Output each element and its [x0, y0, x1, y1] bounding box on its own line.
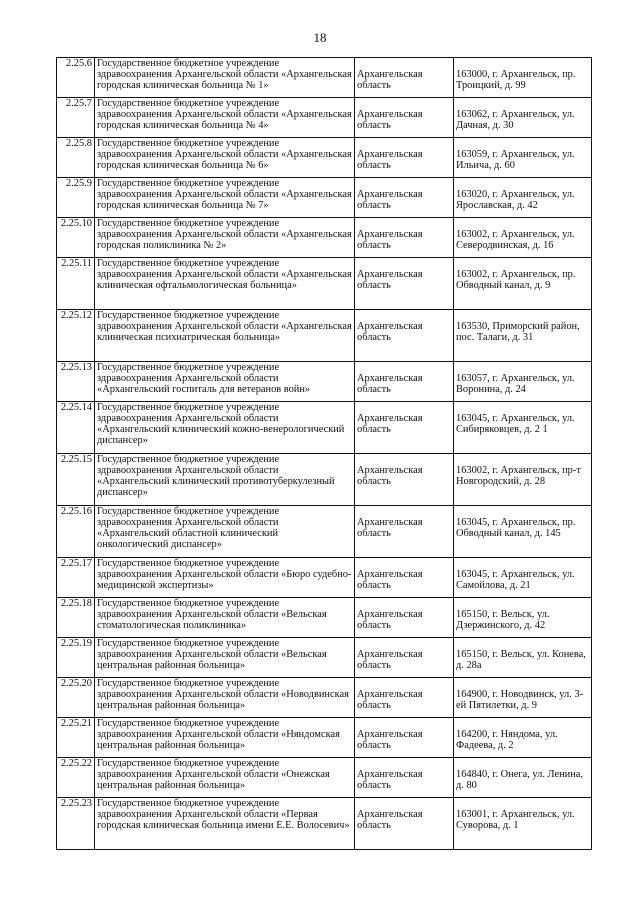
- address: 163059, г. Архангельск, ул. Ильича, д. 60: [454, 138, 592, 178]
- table-row: [57, 310, 592, 362]
- address: 163000, г. Архангельск, пр. Троицкий, д. 99: [454, 58, 592, 98]
- region: Архангельская область: [355, 218, 454, 258]
- table-row: [57, 138, 592, 178]
- address: 164840, г. Онега, ул. Ленина, д. 80: [454, 758, 592, 798]
- row-number: 2.25.14: [57, 402, 95, 454]
- row-number: 2.25.9: [57, 178, 95, 218]
- row-number: 2.25.12: [57, 310, 95, 362]
- address: 165150, г. Вельск, ул. Конева, д. 28а: [454, 638, 592, 678]
- row-number: 2.25.18: [57, 598, 95, 638]
- institution-name: Государственное бюджетное учреждение здравоохранения Архангельской области «Архангельская городская клиническая больница № 6»: [95, 138, 355, 178]
- institution-name: Государственное бюджетное учреждение здравоохранения Архангельской области «Первая городская клиническая больница имени Е.Е. Волосевич»: [95, 798, 355, 850]
- region: Архангельская область: [355, 718, 454, 758]
- region: Архангельская область: [355, 758, 454, 798]
- institution-name: Государственное бюджетное учреждение здравоохранения Архангельской области «Архангельская клиническая психиатрическая больница»: [95, 310, 355, 362]
- institutions-table: [56, 57, 592, 850]
- row-number: 2.25.6: [57, 58, 95, 98]
- region: Архангельская область: [355, 98, 454, 138]
- institution-name: Государственное бюджетное учреждение здравоохранения Архангельской области «Бюро судебно-медицинской экспертизы»: [95, 558, 355, 598]
- institution-name: Государственное бюджетное учреждение здравоохранения Архангельской области «Архангельская городская клиническая больница № 7»: [95, 178, 355, 218]
- address: 165150, г. Вельск, ул. Дзержинского, д. 42: [454, 598, 592, 638]
- region: Архангельская область: [355, 310, 454, 362]
- table-row: [57, 678, 592, 718]
- address: 163062, г. Архангельск, ул. Дачная, д. 30: [454, 98, 592, 138]
- institution-name: Государственное бюджетное учреждение здравоохранения Архангельской области «Архангельская городская клиническая больница № 4»: [95, 98, 355, 138]
- row-number: 2.25.15: [57, 454, 95, 506]
- institutions-table-body: [57, 58, 592, 850]
- table-row: [57, 178, 592, 218]
- region: Архангельская область: [355, 58, 454, 98]
- region: Архангельская область: [355, 506, 454, 558]
- row-number: 2.25.21: [57, 718, 95, 758]
- address: 163002, г. Архангельск, ул. Северодвинская, д. 16: [454, 218, 592, 258]
- region: Архангельская область: [355, 598, 454, 638]
- address: 163020, г. Архангельск, ул. Ярославская, д. 42: [454, 178, 592, 218]
- row-number: 2.25.23: [57, 798, 95, 850]
- address: 164200, г. Няндома, ул. Фадеева, д. 2: [454, 718, 592, 758]
- region: Архангельская область: [355, 798, 454, 850]
- institution-name: Государственное бюджетное учреждение здравоохранения Архангельской области «Архангельский клинический противотуберкулезный диспансер»: [95, 454, 355, 506]
- row-number: 2.25.16: [57, 506, 95, 558]
- table-row: [57, 798, 592, 850]
- institution-name: Государственное бюджетное учреждение здравоохранения Архангельской области «Онежская центральная районная больница»: [95, 758, 355, 798]
- institution-name: Государственное бюджетное учреждение здравоохранения Архангельской области «Архангельский областной клинический онкологический диспансер»: [95, 506, 355, 558]
- address: 163002, г. Архангельск, пр-т Новгородский, д. 28: [454, 454, 592, 506]
- region: Архангельская область: [355, 558, 454, 598]
- table-row: [57, 454, 592, 506]
- address: 163530, Приморский район, пос. Талаги, д. 31: [454, 310, 592, 362]
- table-row: [57, 506, 592, 558]
- row-number: 2.25.7: [57, 98, 95, 138]
- table-row: [57, 558, 592, 598]
- region: Архангельская область: [355, 454, 454, 506]
- table-row: [57, 402, 592, 454]
- region: Архангельская область: [355, 362, 454, 402]
- institution-name: Государственное бюджетное учреждение здравоохранения Архангельской области «Архангельский госпиталь для ветеранов войн»: [95, 362, 355, 402]
- institution-name: Государственное бюджетное учреждение здравоохранения Архангельской области «Архангельская клиническая офтальмологическая больница»: [95, 258, 355, 310]
- row-number: 2.25.19: [57, 638, 95, 678]
- table-row: [57, 638, 592, 678]
- region: Архангельская область: [355, 638, 454, 678]
- table-row: [57, 362, 592, 402]
- row-number: 2.25.20: [57, 678, 95, 718]
- table-row: [57, 58, 592, 98]
- row-number: 2.25.17: [57, 558, 95, 598]
- table-row: [57, 758, 592, 798]
- address: 163057, г. Архангельск, ул. Воронина, д. 24: [454, 362, 592, 402]
- row-number: 2.25.10: [57, 218, 95, 258]
- region: Архангельская область: [355, 178, 454, 218]
- page-number: 18: [313, 30, 327, 45]
- address: 163002, г. Архангельск, пр. Обводный канал, д. 9: [454, 258, 592, 310]
- institution-name: Государственное бюджетное учреждение здравоохранения Архангельской области «Архангельский клинический кожно-венерологический диспансер»: [95, 402, 355, 454]
- institution-name: Государственное бюджетное учреждение здравоохранения Архангельской области «Вельская центральная районная больница»: [95, 638, 355, 678]
- row-number: 2.25.11: [57, 258, 95, 310]
- row-number: 2.25.8: [57, 138, 95, 178]
- address: 163045, г. Архангельск, пр. Обводный канал, д. 145: [454, 506, 592, 558]
- table-row: [57, 718, 592, 758]
- institution-name: Государственное бюджетное учреждение здравоохранения Архангельской области «Архангельская городская поликлиника № 2»: [95, 218, 355, 258]
- row-number: 2.25.22: [57, 758, 95, 798]
- row-number: 2.25.13: [57, 362, 95, 402]
- institution-name: Государственное бюджетное учреждение здравоохранения Архангельской области «Новодвинская центральная районная больница»: [95, 678, 355, 718]
- region: Архангельская область: [355, 678, 454, 718]
- address: 163045, г. Архангельск, ул. Сибиряковцев, д. 2 1: [454, 402, 592, 454]
- region: Архангельская область: [355, 258, 454, 310]
- region: Архангельская область: [355, 402, 454, 454]
- institution-name: Государственное бюджетное учреждение здравоохранения Архангельской области «Няндомская центральная районная больница»: [95, 718, 355, 758]
- address: 163045, г. Архангельск, ул. Самойлова, д. 21: [454, 558, 592, 598]
- table-row: [57, 258, 592, 310]
- address: 163001, г. Архангельск, ул. Суворова, д. 1: [454, 798, 592, 850]
- region: Архангельская область: [355, 138, 454, 178]
- table-row: [57, 598, 592, 638]
- table-row: [57, 98, 592, 138]
- institution-name: Государственное бюджетное учреждение здравоохранения Архангельской области «Вельская стоматологическая поликлиника»: [95, 598, 355, 638]
- table-row: [57, 218, 592, 258]
- institution-name: Государственное бюджетное учреждение здравоохранения Архангельской области «Архангельская городская клиническая больница № 1»: [95, 58, 355, 98]
- address: 164900, г. Новодвинск, ул. 3-ей Пятилетки, д. 9: [454, 678, 592, 718]
